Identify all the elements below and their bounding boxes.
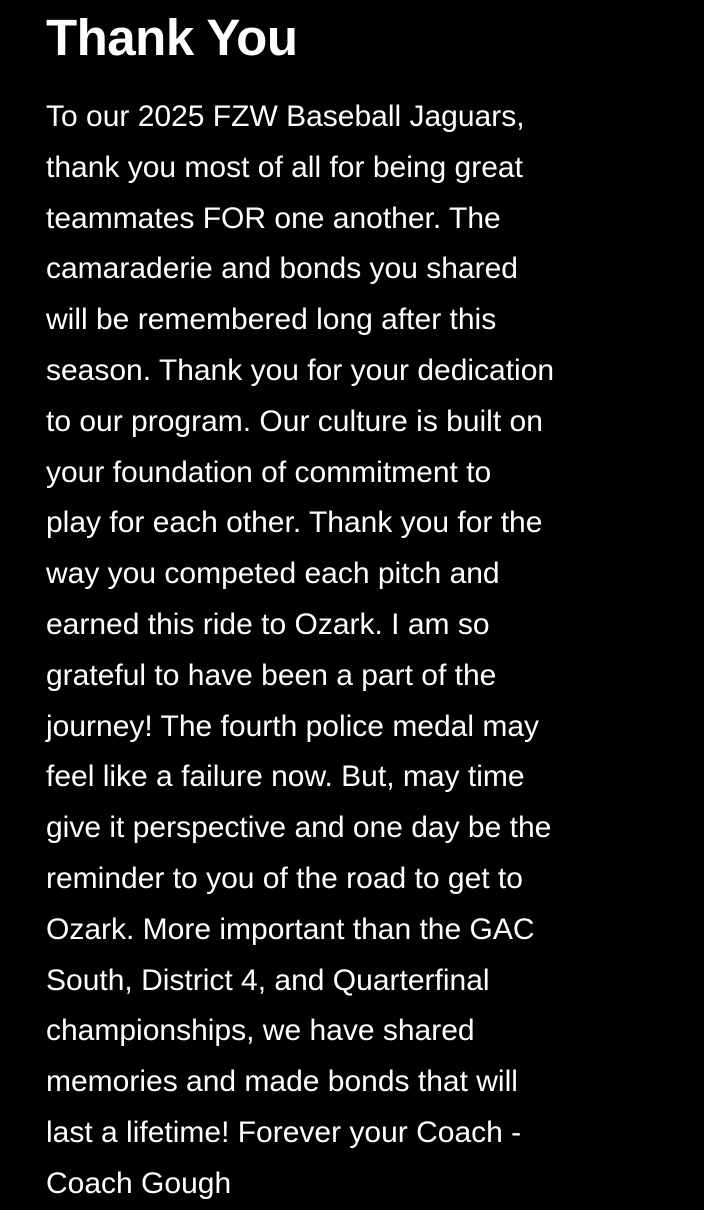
note-line: earned this ride to Ozark. I am so [46, 607, 490, 641]
note-line: will be remembered long after this [46, 303, 497, 337]
note-line: thank you most of all for being great [46, 150, 523, 184]
note-line: Coach Gough [46, 1166, 232, 1200]
note-line: grateful to have been a part of the [46, 658, 497, 692]
note-line: reminder to you of the road to get to [46, 861, 523, 895]
note-body [46, 0, 686, 1210]
note-line: give it perspective and one day be the [46, 811, 552, 845]
note-line: way you competed each pitch and [46, 557, 500, 591]
note-line: memories and made bonds that will [46, 1065, 518, 1099]
note-line: South, District 4, and Quarterfinal [46, 963, 490, 997]
note-line: championships, we have shared [46, 1014, 475, 1048]
note-title: Thank You [46, 9, 298, 66]
note-line: play for each other. Thank you for the [46, 506, 543, 540]
note-line: To our 2025 FZW Baseball Jaguars, [46, 100, 525, 133]
note-line: to our program. Our culture is built on [46, 404, 543, 438]
note-line: last a lifetime! Forever your Coach - [46, 1115, 522, 1149]
note-line: your foundation of commitment to [46, 455, 492, 489]
note-text [46, 92, 686, 1210]
note-line: teammates FOR one another. The [46, 201, 501, 235]
note-line: Ozark. More important than the GAC [46, 912, 535, 946]
note-line: feel like a failure now. But, may time [46, 760, 525, 794]
note-line: season. Thank you for your dedication [46, 353, 555, 387]
note-line: camaraderie and bonds you shared [46, 252, 518, 286]
note-line: journey! The fourth police medal may [46, 709, 540, 743]
